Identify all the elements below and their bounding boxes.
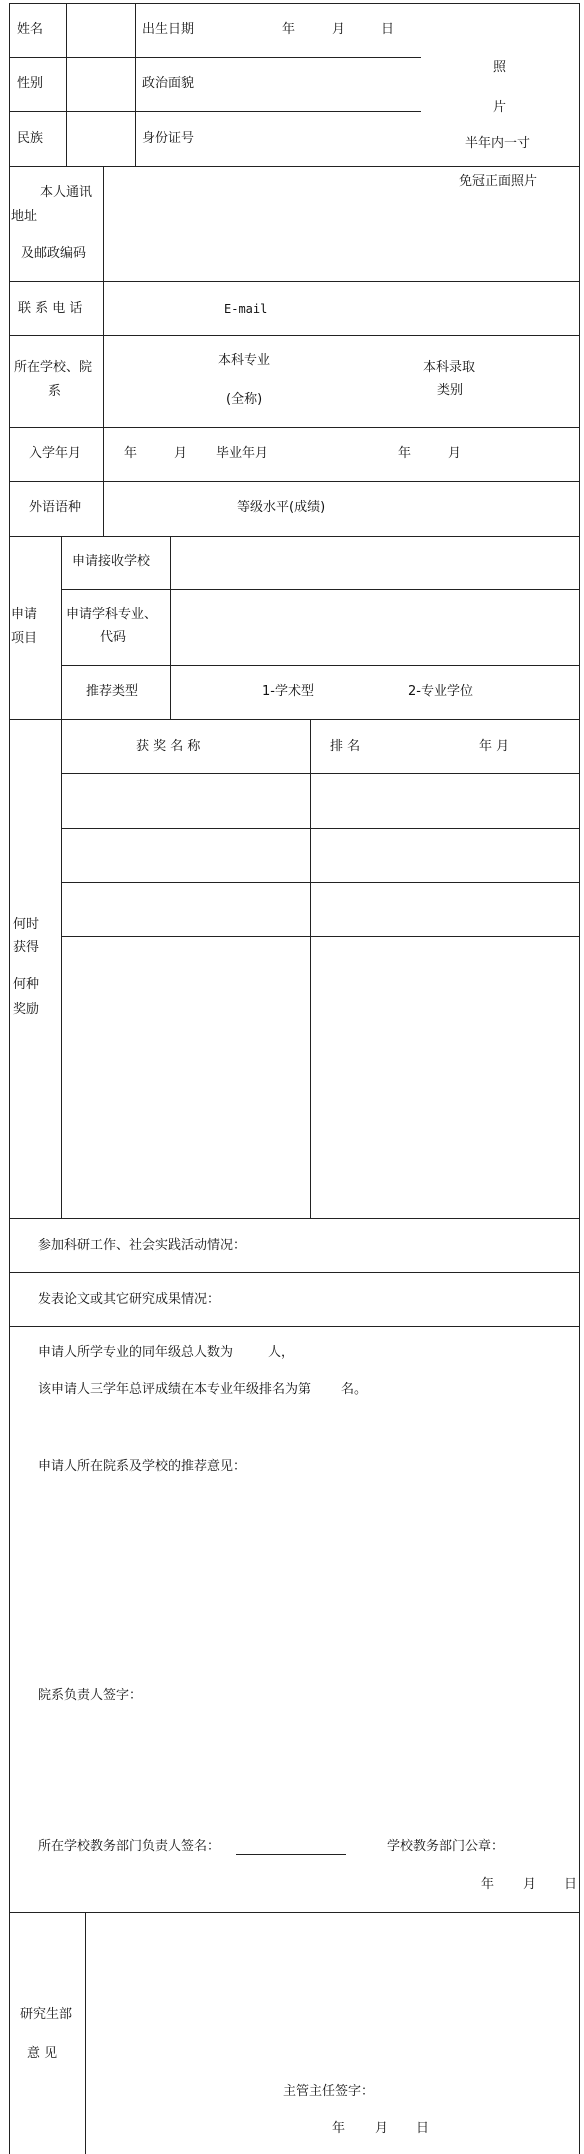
recommendation-label: 申请人所在院系及学校的推荐意见：	[38, 1459, 247, 1474]
major-label-2: (全称)	[226, 392, 263, 407]
awards-label-1: 何时	[13, 917, 40, 932]
grad-dept-label-2: 意 见	[27, 2046, 58, 2061]
gender-field[interactable]	[67, 58, 135, 111]
award-name-header: 获 奖 名 称	[136, 739, 201, 754]
director-year-label: 年	[332, 2121, 346, 2136]
award-row-4-rank[interactable]	[311, 937, 579, 1218]
award-row-1-rank[interactable]	[311, 774, 579, 828]
type-option-professional[interactable]: 2-专业学位	[408, 684, 473, 699]
photo-text-4: 免冠正面照片	[459, 174, 538, 189]
total-students-text: 申请人所学专业的同年级总人数为 人，	[38, 1345, 295, 1360]
award-row-3-name[interactable]	[62, 883, 310, 936]
award-rank-header: 排 名	[330, 739, 361, 754]
school-label-2: 系	[48, 384, 62, 399]
recommendation-field[interactable]	[10, 1480, 579, 1680]
sign-day-label: 日	[564, 1877, 578, 1892]
director-signature-label: 主管主任签字：	[283, 2084, 375, 2099]
ethnicity-field[interactable]	[67, 112, 135, 166]
school-label-1: 所在学校、院	[14, 360, 93, 375]
birth-day-label: 日	[381, 22, 395, 37]
award-date-header: 年 月	[479, 739, 510, 754]
grad-dept-label-1: 研究生部	[20, 2007, 73, 2022]
grad-dept-opinion-field[interactable]	[86, 1913, 579, 2083]
photo-text-1: 照	[493, 60, 507, 75]
director-day-label: 日	[416, 2121, 430, 2136]
sign-year-label: 年	[481, 1877, 495, 1892]
application-label-2: 项目	[11, 631, 38, 646]
enroll-year-label: 年	[124, 446, 138, 461]
name-field[interactable]	[67, 4, 135, 57]
gender-label: 性别	[17, 76, 44, 91]
birth-date-label: 出生日期	[142, 22, 195, 37]
type-option-academic[interactable]: 1-学术型	[262, 684, 314, 699]
enroll-date-label: 入学年月	[29, 446, 82, 461]
major-label-1: 本科专业	[218, 353, 271, 368]
papers-label: 发表论文或其它研究成果情况：	[38, 1292, 221, 1307]
target-school-label: 申请接收学校	[72, 554, 151, 569]
id-number-label: 身份证号	[142, 131, 195, 146]
birth-year-label: 年	[282, 22, 296, 37]
award-row-4-name[interactable]	[62, 937, 310, 1218]
birth-month-label: 月	[332, 22, 346, 37]
award-row-2-rank[interactable]	[311, 829, 579, 882]
research-label: 参加科研工作、社会实践活动情况：	[38, 1238, 247, 1253]
admission-type-label-1: 本科录取	[423, 360, 476, 375]
rank-text: 该申请人三学年总评成绩在本专业年级排名为第 名。	[38, 1382, 368, 1397]
phone-field[interactable]	[104, 282, 214, 335]
language-label: 外语语种	[29, 500, 82, 515]
phone-label: 联 系 电 话	[18, 301, 83, 316]
name-label: 姓名	[17, 22, 44, 37]
recommend-type-label: 推荐类型	[86, 684, 139, 699]
seal-label: 学校教务部门公章：	[387, 1839, 505, 1854]
academic-affairs-signature-label: 所在学校教务部门负责人签名：	[38, 1839, 221, 1854]
target-major-field[interactable]	[171, 590, 579, 665]
email-field[interactable]	[280, 282, 579, 335]
award-row-2-name[interactable]	[62, 829, 310, 882]
award-row-3-rank[interactable]	[311, 883, 579, 936]
ethnicity-label: 民族	[17, 131, 44, 146]
photo-box[interactable]	[421, 4, 579, 189]
photo-text-3: 半年内一寸	[465, 136, 531, 151]
address-label-3: 及邮政编码	[21, 246, 87, 261]
political-status-label: 政治面貌	[142, 76, 195, 91]
target-school-field[interactable]	[171, 537, 579, 589]
enroll-month-label: 月	[174, 446, 188, 461]
address-field[interactable]	[104, 167, 579, 281]
awards-label-2: 获得	[13, 940, 40, 955]
admission-type-label-2: 类别	[437, 383, 464, 398]
graduation-date-label: 毕业年月	[216, 446, 269, 461]
photo-text-2: 片	[493, 100, 507, 115]
target-major-label-1: 申请学科专业、	[66, 607, 158, 622]
dept-signature-label: 院系负责人签字：	[38, 1688, 143, 1703]
awards-label-4: 奖励	[13, 1002, 40, 1017]
application-label-1: 申请	[11, 607, 38, 622]
address-label-1: 本人通讯	[40, 185, 93, 200]
target-major-label-2: 代码	[100, 630, 127, 645]
email-label: E-mail	[224, 302, 268, 316]
director-month-label: 月	[375, 2121, 389, 2136]
address-label-2: 地址	[11, 209, 38, 224]
sign-month-label: 月	[523, 1877, 537, 1892]
award-row-1-name[interactable]	[62, 774, 310, 828]
language-level-label: 等级水平(成绩)	[237, 500, 326, 515]
awards-label-3: 何种	[13, 977, 40, 992]
graduation-month-label: 月	[448, 446, 462, 461]
graduation-year-label: 年	[398, 446, 412, 461]
signature-underline[interactable]	[236, 1854, 346, 1855]
